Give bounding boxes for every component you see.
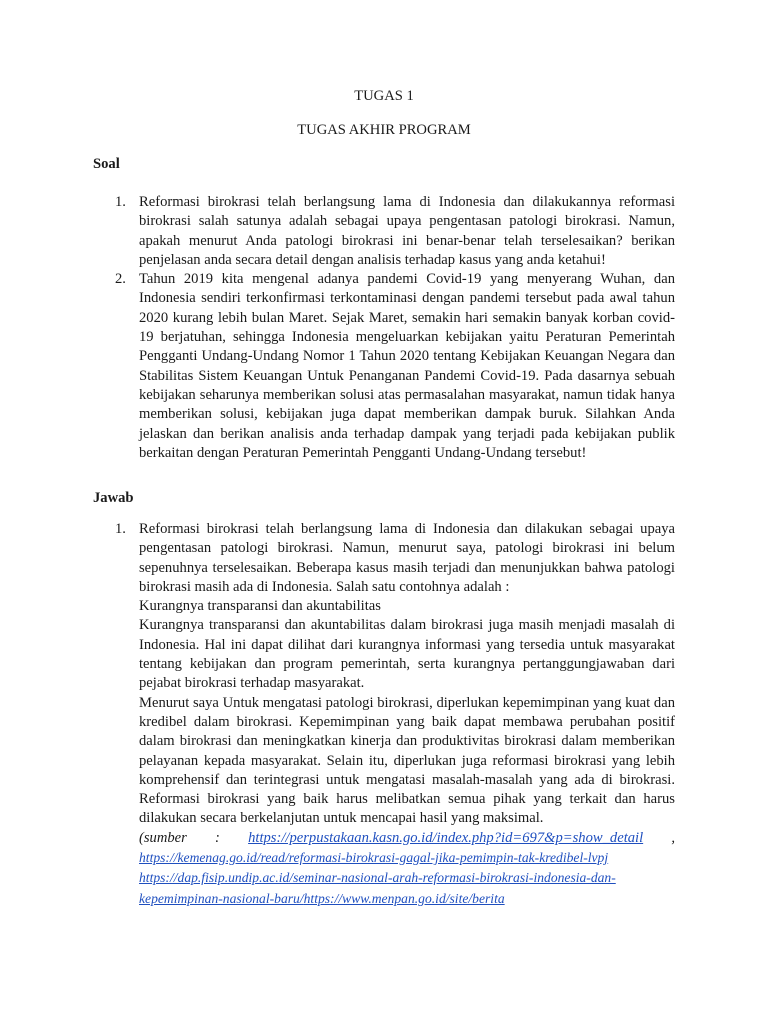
- source-prefix: (sumber :: [139, 829, 220, 846]
- source-block: [139, 829, 675, 909]
- jawab-heading: Jawab: [93, 490, 134, 506]
- soal-item-number: 1.: [115, 194, 126, 210]
- source-link-kemenag[interactable]: https://kemenag.go.id/read/reformasi-birokrasi-gagal-jika-pemimpin-tak-kredibel-lvpj: [139, 850, 609, 866]
- source-separator: ,: [671, 829, 676, 846]
- jawab-item-1: [115, 520, 675, 909]
- document-subtitle: TUGAS AKHIR PROGRAM: [297, 122, 471, 138]
- source-link-kasn[interactable]: https://perpustakaan.kasn.go.id/index.php?id=697&p=show_detail: [248, 829, 644, 846]
- jawab-intro: Reformasi birokrasi telah berlangsung lama di Indonesia dan dilakukan sebagai upaya pengentasan patologi birokrasi. Namun, menurut saya, patologi birokrasi ini belum sepenuhnya terselesaikan. Beberapa kasus masih terjadi dan menunjukkan bahwa patologi birokrasi masih ada di Indonesia. Salah satu contohnya adalah :: [139, 521, 675, 595]
- soal-item-text: Tahun 2019 kita mengenal adanya pandemi Covid-19 yang menyerang Wuhan, dan Indonesia sendiri terkonfirmasi terkontaminasi dengan pandemi tersebut pada awal tahun 2020 kurang lebih bulan Maret. Sejak Maret, semakin hari semakin banyak korban covid-19 berjatuhan, sehingga Indonesia mengeluarkan kebijakan yaitu Peraturan Pemerintah Pengganti Undang-Undang Nomor 1 Tahun 2020 tentang Kebijakan Keuangan Negara dan Stabilitas Sistem Keuangan Untuk Penanganan Pandemi Covid-19. Pada dasarnya sebuah kebijakan seharunya memberikan solusi atas permasalahan masyarakat, namun tidak hanya memberikan solusi, kebijakan juga dapat memberikan dampak buruk. Silahkan Anda jelaskan dan berikan analisis anda terhadap dampak yang terjadi pada kebijakan publik berkaitan dengan Peraturan Pemerintah Pengganti Undang-Undang tersebut!: [139, 271, 675, 461]
- soal-list: [115, 193, 675, 463]
- jawab-list: [115, 520, 675, 909]
- jawab-item-number: 1.: [115, 521, 126, 537]
- jawab-subheading: Kurangnya transparansi dan akuntabilitas: [139, 598, 381, 615]
- document-title: TUGAS 1: [354, 88, 414, 104]
- soal-heading: Soal: [93, 156, 120, 172]
- soal-item-number: 2.: [115, 271, 126, 288]
- source-link-menpan[interactable]: https://www.menpan.go.id/site/berita: [303, 890, 505, 906]
- soal-item-1: [115, 193, 675, 270]
- soal-item-text: Reformasi birokrasi telah berlangsung lama di Indonesia dan dilakukannya reformasi birokrasi salah satunya adalah sebagai upaya pengentasan patologi birokrasi. Namun, apakah menurut Anda patologi birokrasi ini benar-benar telah terselesaikan? berikan penjelasan anda secara detail dengan analisis terhadap kasus yang anda ketahui!: [139, 194, 675, 268]
- source-link-undip[interactable]: https://dap.fisip.undip.ac.id/seminar-nasional-arah-reformasi-birokrasi-indonesia-dan-kepemimpinan-nasional-baru/: [139, 870, 616, 906]
- jawab-paragraph-1: Kurangnya transparansi dan akuntabilitas dalam birokrasi juga masih menjadi masalah di Indonesia. Hal ini dapat dilihat dari kurangnya informasi yang tersedia untuk masyarakat tentang kebijakan dan program pemerintah, serta kurangnya pertanggungjawaban dari pejabat birokrasi terhadap masyarakat.: [139, 617, 675, 692]
- soal-item-2: [115, 270, 675, 463]
- jawab-paragraph-2: Menurut saya Untuk mengatasi patologi birokrasi, diperlukan kepemimpinan yang kuat dan kredibel dalam birokrasi. Kepemimpinan yang baik dapat membawa perubahan positif dalam birokrasi dan meningkatkan kinerja dan produktivitas birokrasi dalam memberikan pelayanan kepada masyarakat. Selain itu, diperlukan juga reformasi birokrasi yang lebih komprehensif dan terintegrasi untuk mengatasi masalah-masalah yang ada di birokrasi. Reformasi birokrasi yang baik harus melibatkan semua pihak yang terkait dan harus dilakukan secara berkelanjutan untuk mencapai hasil yang maksimal.: [139, 694, 675, 827]
